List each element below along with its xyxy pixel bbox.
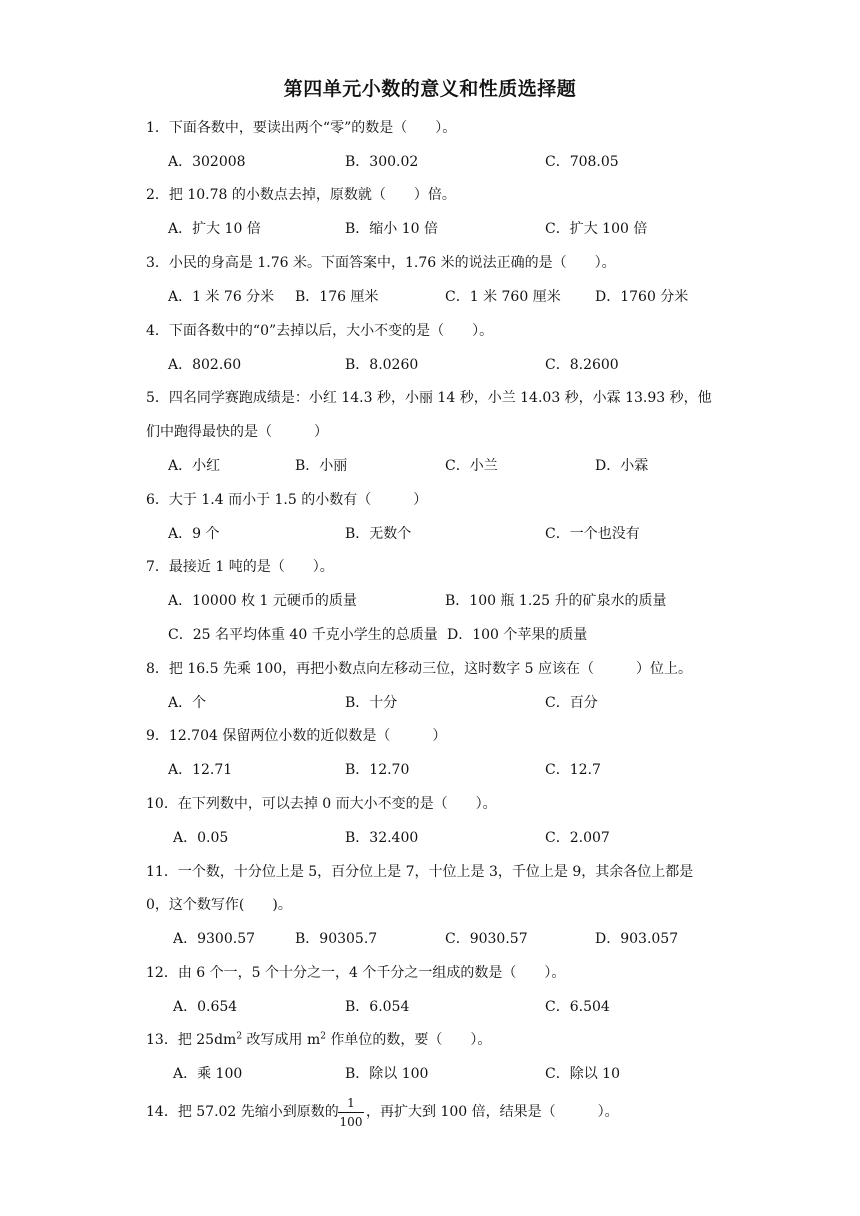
question-13-superscript-2: 2 (320, 1031, 326, 1042)
question-5-option-a: A．小红 (168, 458, 221, 474)
question-7-option-c: C．25 名平均体重 40 千克小学生的总质量 (168, 627, 438, 643)
question-6-option-b: B．无数个 (345, 526, 412, 542)
question-12-option-c: C．6.504 (545, 999, 610, 1015)
question-7-stem: 7．最接近 1 吨的是（ ）。 (146, 559, 334, 575)
question-13-stem (146, 1030, 491, 1050)
question-2-stem: 2．把 10.78 的小数点去掉，原数就（ ）倍。 (146, 187, 456, 203)
fraction-numerator: 1 (347, 1096, 355, 1110)
question-12-option-b: B．6.054 (345, 999, 410, 1015)
question-3-option-c: C．1 米 760 厘米 (445, 289, 561, 305)
question-5-option-b: B．小丽 (295, 458, 348, 474)
question-9-stem: 9．12.704 保留两位小数的近似数是（ ） (146, 728, 447, 744)
question-1-stem: 1．下面各数中，要读出两个“零”的数是（ ）。 (146, 120, 457, 136)
question-11-stem: 11．一个数，十分位上是 5，百分位上是 7，十位上是 3，千位上是 9，其余各位上都是 (146, 864, 694, 880)
question-6-option-c: C．一个也没有 (545, 526, 640, 542)
question-7-option-a: A．10000 枚 1 元硬币的质量 (168, 593, 357, 609)
question-3-option-b: B．176 厘米 (295, 289, 379, 305)
question-4-option-c: C．8.2600 (545, 357, 619, 373)
question-12-option-a: A．0.654 (173, 999, 238, 1015)
question-10-option-a: A．0.05 (173, 830, 229, 846)
question-11-option-d: D．903.057 (595, 931, 679, 947)
question-9-option-a: A．12.71 (168, 762, 233, 778)
question-13-option-a: A．乘 100 (173, 1066, 243, 1082)
question-3-option-d: D．1760 分米 (595, 289, 689, 305)
question-14-stem-part-2: ，再扩大到 100 倍，结果是（ ）。 (366, 1104, 619, 1120)
question-11-stem-continued: 0，这个数写作( )。 (146, 897, 292, 913)
question-13-option-b: B．除以 100 (345, 1066, 429, 1082)
question-4-stem: 4．下面各数中的“0”去掉以后，大小不变的是（ ）。 (146, 323, 494, 339)
question-5-option-c: C．小兰 (445, 458, 498, 474)
question-9-option-c: C．12.7 (545, 762, 601, 778)
question-6-stem: 6．大于 1.4 而小于 1.5 的小数有（ ） (146, 492, 428, 508)
question-10-option-b: B．32.400 (345, 830, 419, 846)
question-8-option-a: A．个 (168, 695, 207, 711)
question-8-option-b: B．十分 (345, 695, 398, 711)
question-11-option-c: C．9030.57 (445, 931, 528, 947)
question-9-option-b: B．12.70 (345, 762, 410, 778)
question-4-option-b: B．8.0260 (345, 357, 419, 373)
question-5-option-d: D．小霖 (595, 458, 649, 474)
question-6-option-a: A．9 个 (168, 526, 220, 542)
question-10-option-c: C．2.007 (545, 830, 610, 846)
question-8-stem: 8．把 16.5 先乘 100，再把小数点向左移动三位，这时数字 5 应该在（ ）位上。 (146, 661, 692, 677)
question-13-stem-part-1: 13．把 25dm (146, 1032, 237, 1048)
question-1-option-a: A．302008 (168, 154, 246, 170)
question-14-stem-part-1: 14．把 57.02 先缩小到原数的 (146, 1104, 339, 1120)
question-1-option-b: B．300.02 (345, 154, 419, 170)
question-13-stem-part-2: 改写成用 m (242, 1032, 321, 1048)
question-13-superscript-1: 2 (236, 1031, 243, 1042)
question-11-option-b: B．90305.7 (295, 931, 378, 947)
question-8-option-c: C．百分 (545, 695, 598, 711)
question-7-option-b: B．100 瓶 1.25 升的矿泉水的质量 (445, 593, 667, 609)
question-2-option-c: C．扩大 100 倍 (545, 221, 648, 237)
question-13-option-c: C．除以 10 (545, 1066, 620, 1082)
page-title: 第四单元小数的意义和性质选择题 (283, 78, 577, 100)
question-5-stem: 5．四名同学赛跑成绩是：小红 14.3 秒，小丽 14 秒，小兰 14.03 秒，小霖 13.93 秒，他 (146, 390, 712, 406)
question-1-option-c: C．708.05 (545, 154, 619, 170)
question-12-stem: 12．由 6 个一，5 个十分之一，4 个千分之一组成的数是（ ）。 (146, 965, 566, 981)
question-11-option-a: A．9300.57 (173, 931, 256, 947)
question-14-fraction (338, 1096, 364, 1129)
question-2-option-a: A．扩大 10 倍 (168, 221, 261, 237)
question-7-option-d: D．100 个苹果的质量 (447, 627, 588, 643)
question-2-option-b: B．缩小 10 倍 (345, 221, 439, 237)
question-13-stem-part-3: 作单位的数，要（ ）。 (325, 1032, 492, 1048)
question-5-stem-continued: 们中跑得最快的是（ ） (146, 424, 328, 440)
question-3-option-a: A．1 米 76 分米 (168, 289, 275, 305)
question-10-stem: 10．在下列数中，可以去掉 0 而大小不变的是（ ）。 (146, 796, 497, 812)
fraction-denominator: 100 (339, 1115, 363, 1129)
question-4-option-a: A．802.60 (168, 357, 242, 373)
question-3-stem: 3．小民的身高是 1.76 米。下面答案中，1.76 米的说法正确的是（ ）。 (146, 255, 616, 271)
fraction-bar (338, 1112, 364, 1113)
